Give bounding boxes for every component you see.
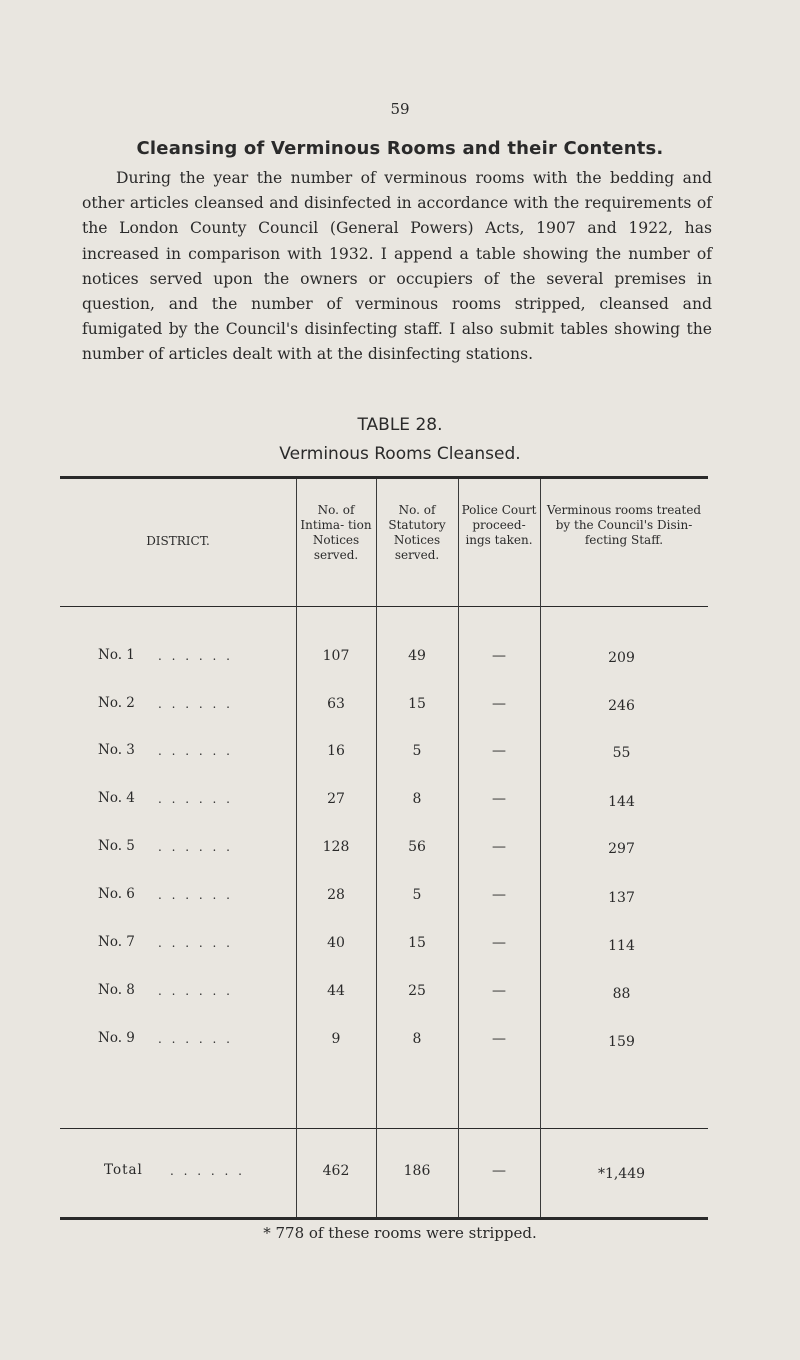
total-top-rule [60, 1128, 708, 1129]
cell-intimation: 16 [327, 743, 345, 759]
cell-intimation: 40 [327, 935, 345, 951]
cell-statutory: 25 [408, 983, 426, 999]
cell-intimation: 107 [322, 648, 350, 664]
cell-police: — [492, 1031, 506, 1047]
table-top-rule [60, 476, 708, 479]
row-leader: . . . . . . [158, 936, 233, 950]
cell-statutory: 49 [408, 648, 426, 664]
table-bottom-rule [60, 1217, 708, 1220]
row-leader: . . . . . . [158, 888, 233, 902]
row-leader: . . . . . . [158, 744, 233, 758]
cell-police: — [492, 696, 506, 712]
cell-intimation: 44 [327, 983, 345, 999]
cell-statutory: 8 [412, 1031, 422, 1047]
row-leader: . . . . . . [158, 649, 233, 663]
table-title: TABLE 28. [357, 415, 443, 435]
row-district: No. 6 [98, 886, 135, 902]
header-bottom-rule [60, 606, 708, 607]
row-district: No. 8 [98, 982, 135, 998]
row-district: No. 4 [98, 790, 135, 806]
cell-rooms: 159 [608, 1034, 635, 1050]
cell-statutory: 8 [412, 791, 422, 807]
row-leader: . . . . . . [158, 697, 233, 711]
total-intimation: 462 [322, 1163, 350, 1179]
cell-police: — [492, 887, 506, 903]
row-district: No. 2 [98, 695, 135, 711]
cell-rooms: 297 [608, 841, 635, 857]
cell-rooms: 88 [612, 986, 631, 1002]
total-statutory: 186 [403, 1163, 431, 1179]
row-district: No. 1 [98, 647, 135, 663]
total-rooms: *1,449 [597, 1166, 646, 1182]
total-leader: . . . . . . [170, 1164, 245, 1178]
row-district: No. 7 [98, 934, 135, 950]
header-district: DISTRICT. [146, 534, 210, 548]
row-leader: . . . . . . [158, 792, 233, 806]
intro-paragraph: During the year the number of verminous rooms with the bedding and other articles cleansed and disinfected in accordance with the requirements of the London County Council (General Powers) Acts, 1907 and 1922, has increased in comparison with 1932. I append a table showing the number of notices served upon the owners or occupiers of the several premises in question, and the number of verminous rooms stripped, cleansed and fumigated by the Council's disinfecting staff. I also submit tables showing the number of articles dealt with at the disinfecting stations. [82, 169, 712, 364]
cell-rooms: 137 [608, 890, 635, 906]
cell-statutory: 15 [408, 696, 426, 712]
row-leader: . . . . . . [158, 984, 233, 998]
section-heading: Cleansing of Verminous Rooms and their Contents. [136, 138, 664, 159]
header-intimation-notices: No. of Intima- tion Notices served. [300, 503, 372, 562]
row-leader: . . . . . . [158, 1032, 233, 1046]
cell-statutory: 5 [412, 887, 422, 903]
row-district: No. 3 [98, 742, 135, 758]
table-subtitle: Verminous Rooms Cleansed. [279, 444, 521, 464]
cell-police: — [492, 791, 506, 807]
cell-statutory: 15 [408, 935, 426, 951]
header-statutory-notices: No. of Statutory Notices served. [388, 503, 446, 562]
cell-statutory: 56 [408, 839, 426, 855]
cell-rooms: 209 [608, 650, 635, 666]
total-label: Total [104, 1162, 143, 1178]
header-verminous-rooms: Verminous rooms treated by the Council's Disin- fecting Staff. [546, 503, 702, 547]
cell-rooms: 114 [608, 938, 635, 954]
cell-police: — [492, 743, 506, 759]
cell-police: — [492, 983, 506, 999]
cell-intimation: 128 [322, 839, 350, 855]
cell-statutory: 5 [412, 743, 422, 759]
cell-intimation: 27 [327, 791, 345, 807]
page-number: 59 [390, 100, 410, 118]
row-leader: . . . . . . [158, 840, 233, 854]
cell-police: — [492, 935, 506, 951]
row-district: No. 5 [98, 838, 135, 854]
total-police: — [492, 1163, 506, 1179]
cell-police: — [492, 648, 506, 664]
cell-intimation: 28 [327, 887, 345, 903]
cell-intimation: 9 [331, 1031, 341, 1047]
header-police-court: Police Court proceed- ings taken. [461, 503, 537, 547]
row-district: No. 9 [98, 1030, 135, 1046]
cell-rooms: 144 [608, 794, 635, 810]
cell-rooms: 55 [612, 745, 631, 761]
cell-police: — [492, 839, 506, 855]
cell-rooms: 246 [608, 698, 635, 714]
cell-intimation: 63 [327, 696, 345, 712]
table-footnote: * 778 of these rooms were stripped. [263, 1224, 537, 1242]
